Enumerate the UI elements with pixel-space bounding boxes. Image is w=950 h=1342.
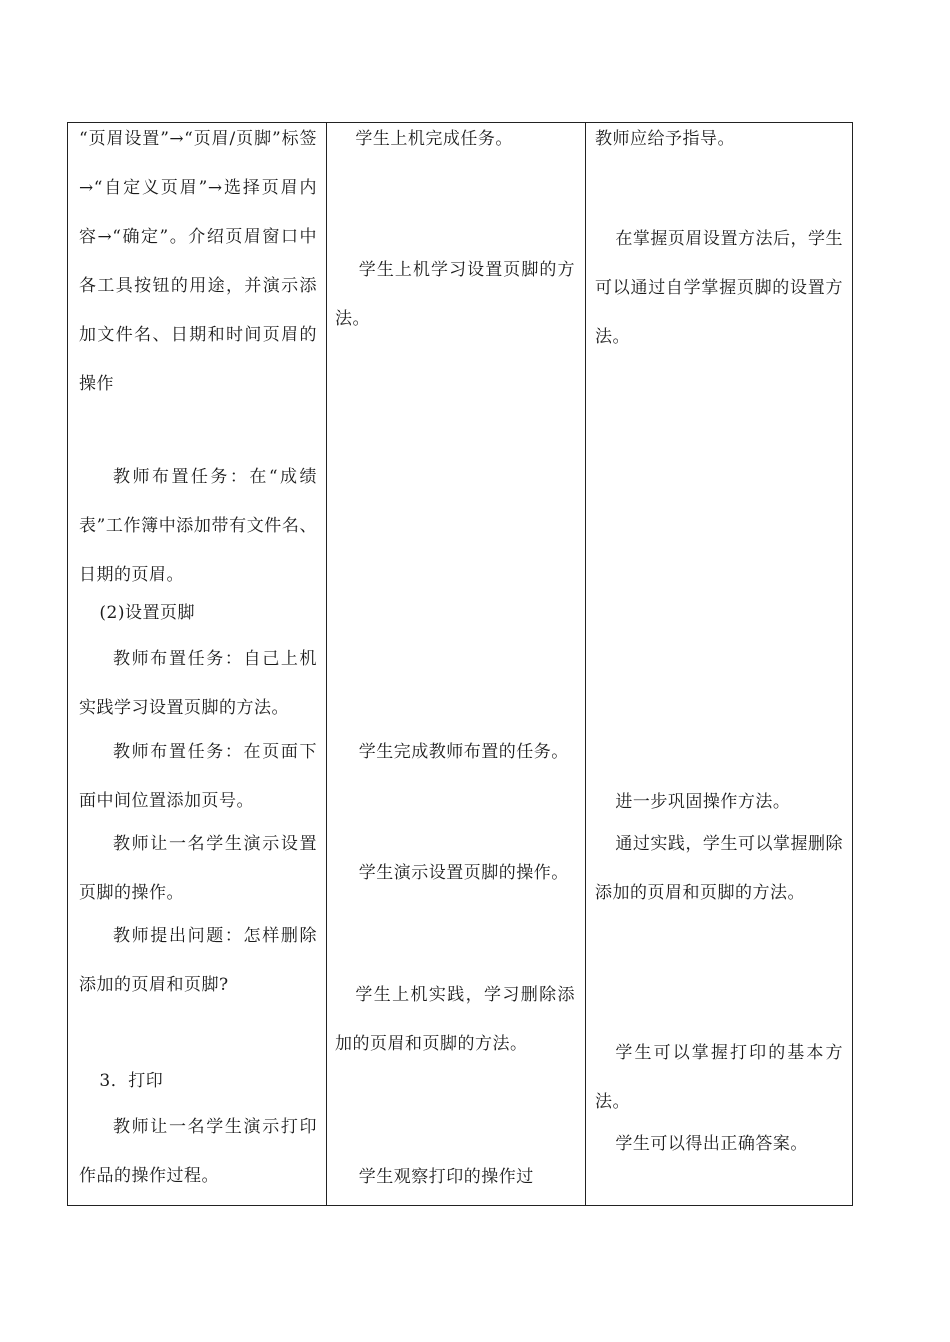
paragraph-task-header: 教师布置任务：在“成绩表”工作簿中添加带有文件名、日期的页眉。 — [79, 467, 317, 585]
paragraph-print-heading: 3．打印 — [99, 1071, 164, 1091]
lesson-plan-table — [67, 122, 853, 1206]
paragraph-complete-assigned-task: 学生完成教师布置的任务。 — [358, 742, 569, 762]
paragraph-self-study-footer: 在掌握页眉设置方法后，学生可以通过自学掌握页脚的设置方法。 — [595, 229, 843, 347]
paragraph-complete-task: 学生上机完成任务。 — [355, 129, 513, 149]
paragraph-consolidate: 进一步巩固操作方法。 — [615, 792, 791, 812]
student-activity-column — [326, 123, 586, 1205]
paragraph-teacher-guidance: 教师应给予指导。 — [595, 129, 735, 149]
paragraph-task-footer: 教师布置任务：自己上机实践学习设置页脚的方法。 — [79, 649, 317, 718]
design-intent-column — [585, 123, 852, 1205]
paragraph-practice-delete: 学生上机实践，学习删除添加的页眉和页脚的方法。 — [335, 985, 575, 1054]
paragraph-footer-heading: (2)设置页脚 — [99, 603, 195, 623]
paragraph-demo-footer-student: 学生演示设置页脚的操作。 — [358, 863, 569, 883]
paragraph-question-delete: 教师提出问题：怎样删除添加的页眉和页脚? — [79, 926, 317, 995]
paragraph-learn-footer: 学生上机学习设置页脚的方法。 — [335, 260, 575, 329]
paragraph-demo-footer: 教师让一名学生演示设置页脚的操作。 — [79, 834, 317, 903]
paragraph-demo-print: 教师让一名学生演示打印作品的操作过程。 — [79, 1117, 317, 1186]
paragraph-header-setup: “页眉设置”→“页眉/页脚”标签→“自定义页眉”→选择页眉内容→“确定”。介绍页眉窗口中各工具按钮的用途，并演示添加文件名、日期和时间页眉的操作 — [79, 129, 317, 394]
teacher-activity-column — [68, 123, 327, 1205]
paragraph-task-page-number: 教师布置任务：在页面下面中间位置添加页号。 — [79, 742, 317, 811]
paragraph-observe-print: 学生观察打印的操作过 — [358, 1167, 534, 1187]
paragraph-correct-answer: 学生可以得出正确答案。 — [615, 1134, 808, 1154]
paragraph-master-print: 学生可以掌握打印的基本方法。 — [595, 1043, 843, 1112]
paragraph-master-delete: 通过实践，学生可以掌握删除添加的页眉和页脚的方法。 — [595, 834, 843, 903]
